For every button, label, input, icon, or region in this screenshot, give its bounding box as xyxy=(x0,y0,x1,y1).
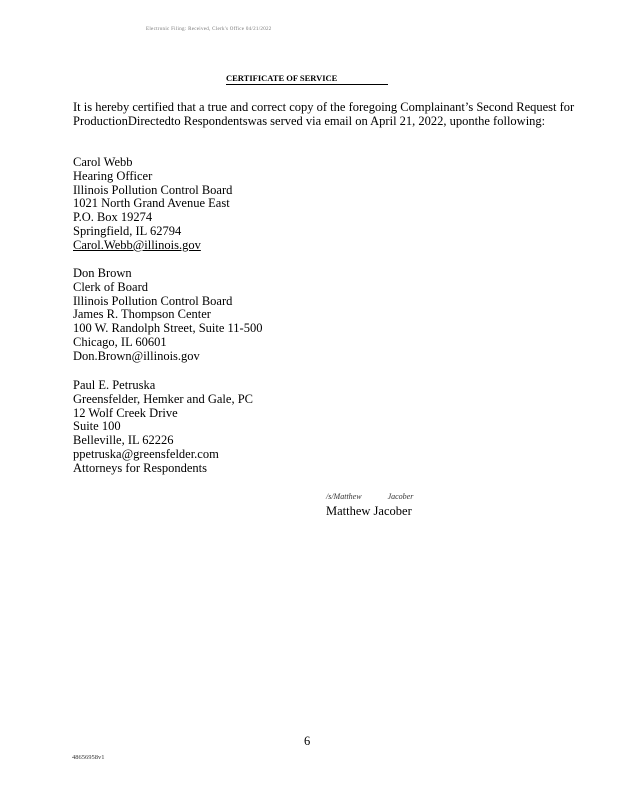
recipient-block-carol-webb xyxy=(73,156,232,253)
recipient-email-link[interactable]: Carol.Webb@illinois.gov xyxy=(73,237,201,252)
recipient-line: Clerk of Board xyxy=(73,279,148,294)
page-number: 6 xyxy=(304,734,311,748)
recipient-line: 100 W. Randolph Street, Suite 11-500 xyxy=(73,321,263,336)
signatory-name: Matthew Jacober xyxy=(326,504,412,518)
recipient-line: Greensfelder, Hemker and Gale, PC xyxy=(73,391,253,406)
recipient-email[interactable]: ppetruska@greensfelder.com xyxy=(73,446,219,461)
signature-last: Jacober xyxy=(387,492,414,501)
recipient-line: James R. Thompson Center xyxy=(73,307,211,322)
recipient-line: Attorneys for Respondents xyxy=(73,460,208,475)
recipient-line: 1021 North Grand Avenue East xyxy=(73,196,230,211)
recipient-line: Don Brown xyxy=(73,266,132,280)
certificate-title: CERTIFICATE OF SERVICE xyxy=(226,73,388,85)
recipient-line: Suite 100 xyxy=(73,419,121,434)
electronic-signature xyxy=(326,492,413,501)
recipient-block-paul-petruska xyxy=(73,379,253,476)
document-id: 48656958v1 xyxy=(72,754,105,761)
filing-stamp: Electronic Filing: Received, Clerk's Office 04/21/2022 xyxy=(146,27,272,32)
recipient-line: Illinois Pollution Control Board xyxy=(73,182,233,197)
recipient-line: P.O. Box 19274 xyxy=(73,210,153,225)
recipient-line: 12 Wolf Creek Drive xyxy=(73,405,178,420)
recipient-line: Carol Webb xyxy=(73,155,133,169)
recipient-line: Springfield, IL 62794 xyxy=(73,223,182,238)
recipient-block-don-brown xyxy=(73,267,262,364)
intro-paragraph: It is hereby certified that a true and correct copy of the foregoing Complainant’s Second Request for ProductionDirectedto Respondentswas served via email on April 21, 2022, uponthe following: xyxy=(73,100,575,128)
recipient-line: Belleville, IL 62226 xyxy=(73,433,174,448)
recipient-line: Paul E. Petruska xyxy=(73,378,156,392)
recipient-line: Chicago, IL 60601 xyxy=(73,334,167,349)
recipient-line: Hearing Officer xyxy=(73,168,153,183)
recipient-email[interactable]: Don.Brown@illinois.gov xyxy=(73,348,200,363)
recipient-line: Illinois Pollution Control Board xyxy=(73,293,233,308)
signature-first: /s/Matthew xyxy=(326,492,362,501)
